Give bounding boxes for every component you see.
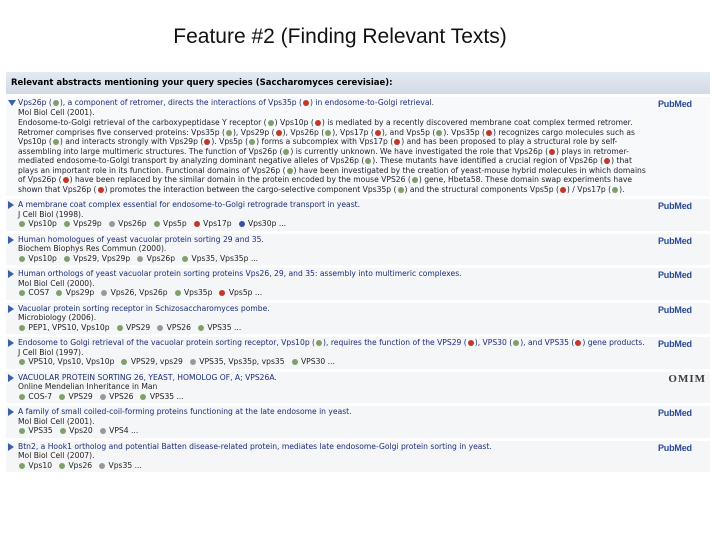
species-marker-icon[interactable]: [604, 158, 610, 164]
abstract-entry[interactable]: [6, 337, 710, 369]
abstract-entry[interactable]: [6, 406, 710, 438]
species-name: VPS29, vps29: [128, 357, 183, 366]
species-color-icon: [99, 463, 105, 469]
species-name: VPS4 ...: [106, 426, 139, 435]
species-marker-icon[interactable]: [549, 149, 555, 155]
species-name: Vps29p: [70, 219, 102, 228]
species-color-icon: [19, 394, 25, 400]
species-color-icon: [19, 359, 25, 365]
species-name: Vps26: [66, 460, 93, 470]
species-tag[interactable]: [18, 323, 110, 332]
species-list: [18, 254, 654, 264]
species-name: VPS35: [26, 426, 53, 435]
pubmed-logo-icon[interactable]: PubMed: [658, 270, 692, 280]
abstract-entry[interactable]: [6, 199, 710, 231]
species-color-icon: [60, 428, 66, 434]
species-list: [18, 288, 654, 298]
species-tag[interactable]: [238, 219, 287, 228]
pubmed-logo-icon[interactable]: PubMed: [658, 339, 692, 349]
species-tag[interactable]: [291, 357, 335, 366]
species-name: Vps26p: [144, 253, 176, 263]
expand-arrow-icon[interactable]: [8, 339, 14, 347]
abstract-title[interactable]: A membrane coat complex essential for endosome-to-Golgi retrograde transport in yeast.: [18, 200, 361, 209]
journal-citation: J Cell Biol (1998).: [18, 209, 84, 219]
species-tag[interactable]: [18, 426, 53, 435]
species-marker-icon[interactable]: [325, 130, 331, 136]
species-marker-icon[interactable]: [436, 130, 442, 136]
species-name: VPS35, Vps35p, vps35: [196, 357, 285, 366]
species-marker-icon[interactable]: [398, 187, 404, 193]
species-marker-icon[interactable]: [287, 168, 293, 174]
species-name: Vps5p ...: [226, 288, 263, 297]
slide-title: Feature #2 (Finding Relevant Texts): [173, 25, 507, 48]
collapse-arrow-icon[interactable]: [8, 100, 16, 106]
species-marker-icon[interactable]: [412, 177, 418, 183]
journal-citation: Mol Biol Cell (2007).: [18, 451, 95, 460]
species-color-icon: [19, 221, 25, 227]
species-color-icon: [154, 221, 160, 227]
species-name: Vps35 ...: [106, 460, 142, 470]
species-tag[interactable]: [58, 392, 93, 401]
species-tag[interactable]: [120, 357, 182, 366]
species-name: Vps20: [66, 426, 93, 435]
species-marker-icon[interactable]: [63, 177, 69, 183]
species-color-icon: [19, 256, 25, 262]
species-name: Vps29, Vps29p: [70, 253, 131, 263]
species-name: Vps10p: [26, 219, 57, 228]
abstract-title[interactable]: A family of small coiled-coil-forming proteins functioning at the late endosome in yeast.: [18, 407, 352, 416]
species-marker-icon[interactable]: [316, 340, 322, 346]
species-marker-icon[interactable]: [468, 340, 474, 346]
species-color-icon: [239, 221, 245, 227]
pubmed-logo-icon[interactable]: PubMed: [658, 408, 692, 418]
species-color-icon: [64, 256, 70, 262]
species-name: Vps10: [26, 460, 53, 470]
species-list: [18, 426, 654, 436]
species-color-icon: [198, 325, 204, 331]
species-color-icon: [19, 290, 25, 296]
species-marker-icon[interactable]: [303, 100, 309, 106]
species-color-icon: [190, 359, 196, 365]
species-color-icon: [101, 290, 107, 296]
species-color-icon: [117, 325, 123, 331]
species-name: VPS35 ...: [204, 322, 242, 332]
species-tag[interactable]: [18, 461, 52, 470]
abstract-entry[interactable]: [6, 303, 710, 335]
pubmed-logo-icon[interactable]: PubMed: [658, 304, 692, 315]
species-color-icon: [219, 290, 225, 296]
species-color-icon: [175, 290, 181, 296]
journal-citation: Microbiology (2006).: [18, 313, 97, 322]
species-name: VPS29: [123, 322, 151, 332]
abstract-entry[interactable]: [6, 268, 710, 300]
species-tag[interactable]: [58, 461, 92, 470]
abstract-title[interactable]: Human orthologs of yeast vacuolar protein sorting proteins Vps26, 29, and 35: assembly into multimeric complexes.: [18, 269, 462, 278]
species-color-icon: [56, 290, 62, 296]
species-tag[interactable]: [98, 461, 142, 470]
abstract-entry[interactable]: [6, 372, 710, 404]
species-marker-icon[interactable]: [513, 340, 519, 346]
species-tag[interactable]: [18, 254, 57, 263]
species-color-icon: [182, 256, 188, 262]
species-marker-icon[interactable]: [486, 130, 492, 136]
species-marker-icon[interactable]: [315, 120, 321, 126]
abstract-title[interactable]: VACUOLAR PROTEIN SORTING 26, YEAST, HOMOLOG OF, A; VPS26A.: [18, 372, 277, 382]
species-name: Vps5p: [160, 219, 187, 228]
species-tag[interactable]: [99, 392, 134, 401]
abstract-entry[interactable]: [6, 97, 710, 196]
species-color-icon: [100, 428, 106, 434]
species-tag[interactable]: [100, 288, 167, 297]
journal-citation: J Cell Biol (1997).: [18, 347, 84, 357]
species-tag[interactable]: [156, 323, 191, 332]
species-tag[interactable]: [108, 219, 147, 228]
expand-arrow-icon[interactable]: [8, 236, 14, 244]
journal-citation: Mol Biol Cell (2001).: [18, 107, 95, 117]
species-color-icon: [137, 256, 143, 262]
species-marker-icon[interactable]: [98, 187, 104, 193]
species-marker-icon[interactable]: [560, 187, 566, 193]
entries-list: [6, 97, 710, 472]
species-tag[interactable]: [139, 392, 183, 401]
species-marker-icon[interactable]: [375, 130, 381, 136]
species-name: PEP1, VPS10, Vps10p: [26, 322, 110, 332]
species-list: [18, 461, 654, 471]
abstract-title[interactable]: Endosome to Golgi retrieval of the vacuolar protein sorting receptor, Vps10p ( ), requires the function of the VPS29 ( ), VPS30 ( ), and VPS35 ( ) gene products.: [18, 338, 645, 347]
omim-logo-icon[interactable]: OMIM: [668, 372, 706, 385]
species-name: Vps17p: [200, 219, 232, 228]
species-name: Vps10p: [26, 253, 57, 263]
species-tag[interactable]: [189, 357, 285, 366]
species-marker-icon[interactable]: [53, 139, 59, 145]
species-tag[interactable]: [18, 392, 52, 401]
species-list: [18, 219, 654, 229]
expand-arrow-icon[interactable]: [8, 408, 14, 416]
species-tag[interactable]: [218, 288, 262, 297]
abstract-text: Endosome-to-Golgi retrieval of the carboxypeptidase Y receptor ( ) Vps10p ( ) is mediated by a recently discovered membrane coat complex termed retromer. Retromer comprises five conserved proteins: Vps35p ( ), Vps29p ( ), Vps26p ( ), Vps17p ( ), and Vps5p ( ). Vps35p ( ) recognizes cargo molecules such as Vps10p ( ) and interacts strongly with Vps29p ( ). Vps5p ( ) forms a subcomplex with Vps17p ( ) and has been proposed to play a structural role by self-assembling into large multimeric structures. The function of Vps26p ( ) is currently unknown. We have investigated the role that Vps26p ( ) plays in retromer-mediated endosome-to-Golgi transport by analyzing dominant negative alleles of Vps26p ( ). These mutants have identified a crucial region of Vps26p ( ) that plays an important role in its function. Functional domains of Vps26p ( ) have been investigated by the creation of yeast-mouse hybrid molecules in which domains of Vps26p ( ) have been replaced by the similar domain in the protein encoded by the mouse VPS26 ( ) gene, Hbeta58. These domain swap experiments have shown that Vps26p ( ) promotes the interaction between the cargo-selective component Vps35p ( ) and the structural components Vps5p ( ) / Vps17p ( ).: [18, 118, 646, 194]
expand-arrow-icon[interactable]: [8, 374, 14, 382]
species-tag[interactable]: [197, 323, 241, 332]
species-name: VPS26: [106, 391, 134, 401]
species-name: Vps30p ...: [245, 219, 287, 228]
pubmed-logo-icon[interactable]: PubMed: [658, 235, 692, 246]
species-marker-icon[interactable]: [53, 100, 59, 106]
species-tag[interactable]: [63, 219, 102, 228]
species-name: Vps29p: [63, 288, 95, 297]
species-name: Vps35p: [181, 288, 213, 297]
abstract-title[interactable]: Vacuolar protein sorting receptor in Schizosaccharomyces pombe.: [18, 303, 270, 313]
species-list: [18, 357, 654, 367]
expand-arrow-icon[interactable]: [8, 270, 14, 278]
species-marker-icon[interactable]: [204, 139, 210, 145]
species-color-icon: [59, 394, 65, 400]
pubmed-logo-icon[interactable]: PubMed: [658, 99, 692, 109]
species-color-icon: [19, 428, 25, 434]
species-marker-icon[interactable]: [268, 120, 274, 126]
abstract-title[interactable]: Vps26p ( ), a component of retromer, directs the interactions of Vps35p ( ) in endosome-to-Golgi retrieval.: [18, 98, 435, 107]
species-tag[interactable]: [18, 219, 57, 228]
species-marker-icon[interactable]: [249, 139, 255, 145]
species-tag[interactable]: [18, 357, 114, 366]
species-color-icon: [100, 394, 106, 400]
species-tag[interactable]: [153, 219, 187, 228]
species-color-icon: [140, 394, 146, 400]
abstract-entry[interactable]: [6, 234, 710, 266]
expand-arrow-icon[interactable]: [8, 305, 14, 313]
species-color-icon: [59, 463, 65, 469]
species-marker-icon[interactable]: [226, 130, 232, 136]
abstract-entry[interactable]: [6, 441, 710, 473]
species-marker-icon[interactable]: [575, 340, 581, 346]
expand-arrow-icon[interactable]: [8, 443, 14, 451]
species-color-icon: [121, 359, 127, 365]
species-marker-icon[interactable]: [283, 149, 289, 155]
species-name: VPS10, Vps10, Vps10p: [26, 357, 115, 366]
species-tag[interactable]: [193, 219, 232, 228]
species-color-icon: [19, 463, 25, 469]
species-marker-icon[interactable]: [394, 139, 400, 145]
journal-citation: Mol Biol Cell (2001).: [18, 416, 95, 426]
journal-citation: Mol Biol Cell (2000).: [18, 278, 95, 288]
species-color-icon: [292, 359, 298, 365]
species-name: VPS35 ...: [147, 391, 184, 401]
species-color-icon: [194, 221, 200, 227]
journal-citation: Online Mendelian Inheritance in Man: [18, 382, 158, 391]
journal-citation: Biochem Biophys Res Commun (2000).: [18, 244, 167, 253]
species-name: VPS30 ...: [298, 357, 335, 366]
species-tag[interactable]: [63, 254, 130, 263]
species-marker-icon[interactable]: [612, 187, 618, 193]
species-tag[interactable]: [174, 288, 213, 297]
species-name: Vps26p: [115, 219, 147, 228]
species-list: [18, 392, 654, 402]
species-name: COS-7: [26, 391, 53, 401]
pubmed-logo-icon[interactable]: PubMed: [658, 442, 692, 453]
species-tag[interactable]: [55, 288, 94, 297]
species-marker-icon[interactable]: [276, 130, 282, 136]
species-name: VPS26: [164, 322, 191, 332]
species-marker-icon[interactable]: [365, 158, 371, 164]
species-name: VPS29: [66, 391, 93, 401]
species-tag[interactable]: [18, 288, 49, 297]
species-name: Vps35, Vps35p ...: [189, 253, 259, 263]
species-color-icon: [19, 325, 25, 331]
results-panel: [6, 72, 710, 520]
species-color-icon: [157, 325, 163, 331]
species-list: [18, 323, 654, 333]
abstract-title[interactable]: Human homologues of yeast vacuolar protein sorting 29 and 35.: [18, 234, 264, 244]
pubmed-logo-icon[interactable]: PubMed: [658, 201, 692, 211]
species-name: Vps26, Vps26p: [108, 288, 168, 297]
species-color-icon: [109, 221, 115, 227]
species-tag[interactable]: [116, 323, 151, 332]
species-color-icon: [64, 221, 70, 227]
expand-arrow-icon[interactable]: [8, 201, 14, 209]
species-tag[interactable]: [136, 254, 175, 263]
results-header: Relevant abstracts mentioning your query species (Saccharomyces cerevisiae):: [6, 72, 710, 94]
species-tag[interactable]: [99, 426, 139, 435]
species-tag[interactable]: [59, 426, 93, 435]
abstract-title[interactable]: Btn2, a Hook1 ortholog and potential Batten disease-related protein, mediates late endosome-Golgi protein sorting in yeast.: [18, 441, 492, 451]
species-name: COS7: [26, 288, 50, 297]
species-tag[interactable]: [181, 254, 258, 263]
